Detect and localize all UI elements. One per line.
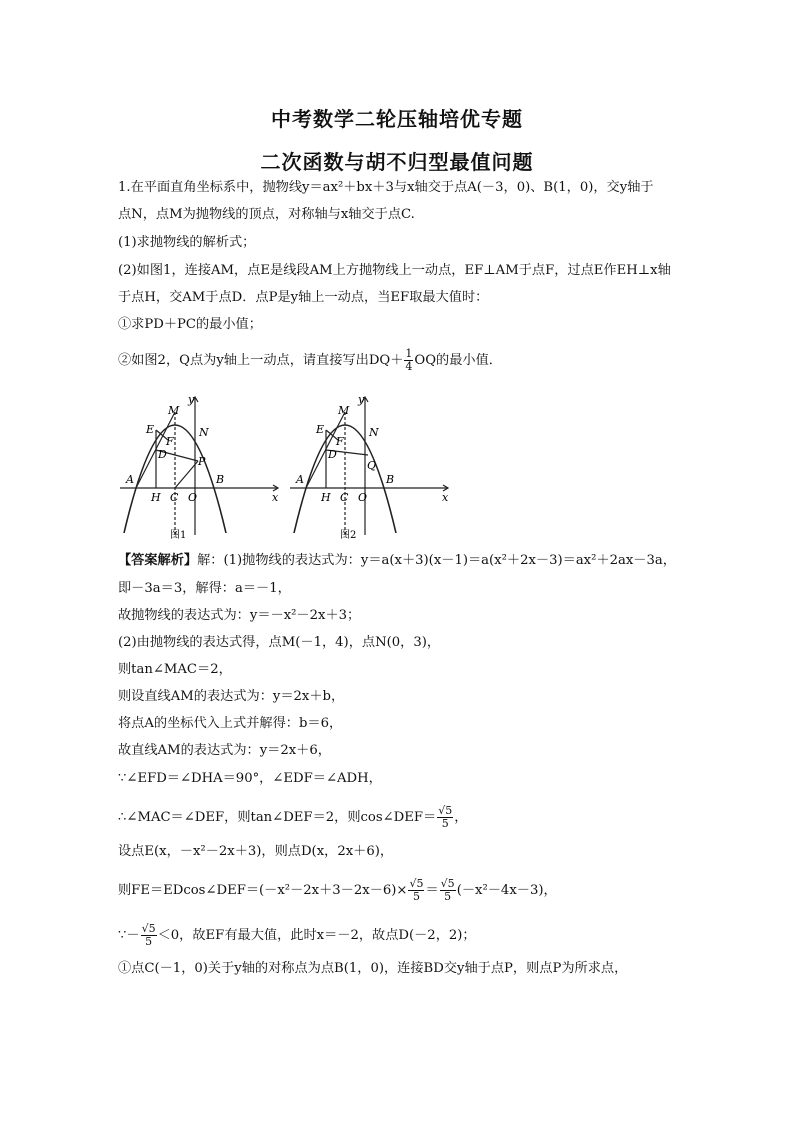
fraction-denominator: 5 <box>444 890 452 903</box>
solution-line <box>118 878 557 903</box>
label-m: M <box>338 404 350 417</box>
figure-caption: 图1 <box>170 530 187 540</box>
sub-title: 二次函数与胡不归型最值问题 <box>260 150 534 174</box>
label-c: C <box>340 491 349 504</box>
problem-line <box>118 348 502 373</box>
fraction <box>440 878 456 903</box>
text-fragment: OQ的最小值． <box>414 353 502 368</box>
solution-line: 设点E(x，－x²－2x＋3)，则点D(x，2x＋6)， <box>118 844 394 859</box>
label-p: P <box>198 455 206 468</box>
fraction-denominator: 5 <box>412 890 420 903</box>
fraction-numerator: √5 <box>440 877 455 890</box>
solution-line: (2)由抛物线的表达式得，点M(－1，4)，点N(0，3)， <box>118 635 441 650</box>
figure-1 <box>118 395 288 544</box>
solution-line: ①点C(－1，0)关于y轴的对称点为点B(1，0)，连接BD交y轴于点P，则点P为所求点， <box>118 961 628 976</box>
fraction-denominator: 5 <box>145 935 153 948</box>
problem-line: (2)如图1，连接AM，点E是线段AM上方抛物线上一动点，EF⊥AM于点F，过点E作EH⊥x轴 <box>118 263 671 278</box>
fraction <box>437 805 453 830</box>
text-fragment: ＜0，故EF有最大值，此时x＝－2，故点D(－2，2)； <box>157 928 476 943</box>
text-fragment: ∴∠MAC＝∠DEF，则tan∠DEF＝2，则cos∠DEF＝ <box>118 810 437 825</box>
solution-line: 将点A的坐标代入上式并解得：b＝6， <box>118 716 343 731</box>
label-h: H <box>151 491 161 504</box>
fraction <box>408 878 424 903</box>
fraction-denominator: 5 <box>441 817 449 830</box>
label-m: M <box>168 404 180 417</box>
fraction-numerator: 1 <box>405 347 413 360</box>
label-x: x <box>442 491 449 504</box>
text-fragment: 解：(1)抛物线的表达式为：y＝a(x＋3)(x－1)＝a(x²＋2x－3)＝ax²＋2ax－3a， <box>197 553 676 568</box>
problem-line: ①求PD＋PC的最小值； <box>118 317 262 332</box>
label-e: E <box>316 423 325 436</box>
fraction <box>404 348 413 373</box>
label-b: B <box>216 473 225 486</box>
solution-line <box>118 551 676 571</box>
solution-line: 则设直线AM的表达式为：y＝2x＋b， <box>118 689 345 704</box>
solution-line: 即－3a＝3，解得：a＝－1， <box>118 581 291 596</box>
label-c: C <box>170 491 179 504</box>
text-fragment: ②如图2，Q点为y轴上一动点，请直接写出DQ＋ <box>118 353 404 368</box>
label-n: N <box>369 426 379 439</box>
label-x: x <box>272 491 279 504</box>
fraction-numerator: √5 <box>438 804 453 817</box>
text-fragment: ＝ <box>425 883 439 898</box>
text-fragment: ∵－ <box>118 928 140 943</box>
label-y: y <box>188 395 195 406</box>
label-y: y <box>358 395 365 406</box>
label-f: F <box>166 435 174 448</box>
solution-line: 故直线AM的表达式为：y＝2x＋6， <box>118 743 331 758</box>
figure-caption: 图2 <box>340 530 357 540</box>
label-a: A <box>126 473 134 486</box>
fraction-denominator: 4 <box>405 360 413 373</box>
label-n: N <box>199 426 209 439</box>
label-f: F <box>336 435 344 448</box>
fraction-numerator: √5 <box>141 922 156 935</box>
solution-line <box>118 805 467 830</box>
label-b: B <box>386 473 395 486</box>
problem-line: (1)求抛物线的解析式； <box>118 235 256 250</box>
solution-line: ∵∠EFD＝∠DHA＝90°，∠EDF＝∠ADH， <box>118 771 382 786</box>
figure-2 <box>288 395 458 544</box>
label-o: O <box>358 491 368 504</box>
answer-heading: 【答案解析】 <box>118 553 198 568</box>
text-fragment: 则FE＝EDcos∠DEF＝(－x²－2x＋3－2x－6)× <box>118 883 408 898</box>
fraction <box>141 923 157 948</box>
solution-line <box>118 923 476 948</box>
fraction-numerator: √5 <box>409 877 424 890</box>
label-e: E <box>146 423 155 436</box>
problem-line: 于点H，交AM于点D．点P是y轴上一动点，当EF取最大值时： <box>118 290 489 305</box>
text-fragment: ， <box>454 810 468 825</box>
solution-line: 故抛物线的表达式为：y＝－x²－2x＋3； <box>118 608 361 623</box>
label-d: D <box>158 448 167 461</box>
label-o: O <box>188 491 198 504</box>
text-fragment: (－x²－4x－3)， <box>456 883 557 898</box>
solution-line: 则tan∠MAC＝2， <box>118 662 232 677</box>
label-d: D <box>328 448 337 461</box>
problem-line: 1.在平面直角坐标系中，抛物线y＝ax²＋bx＋3与x轴交于点A(－3，0)、B(1，0)，交y轴于 <box>118 180 654 195</box>
main-title: 中考数学二轮压轴培优专题 <box>271 107 523 131</box>
problem-line: 点N，点M为抛物线的顶点，对称轴与x轴交于点C. <box>118 207 415 222</box>
label-q: Q <box>367 459 377 472</box>
label-h: H <box>321 491 331 504</box>
label-a: A <box>296 473 304 486</box>
